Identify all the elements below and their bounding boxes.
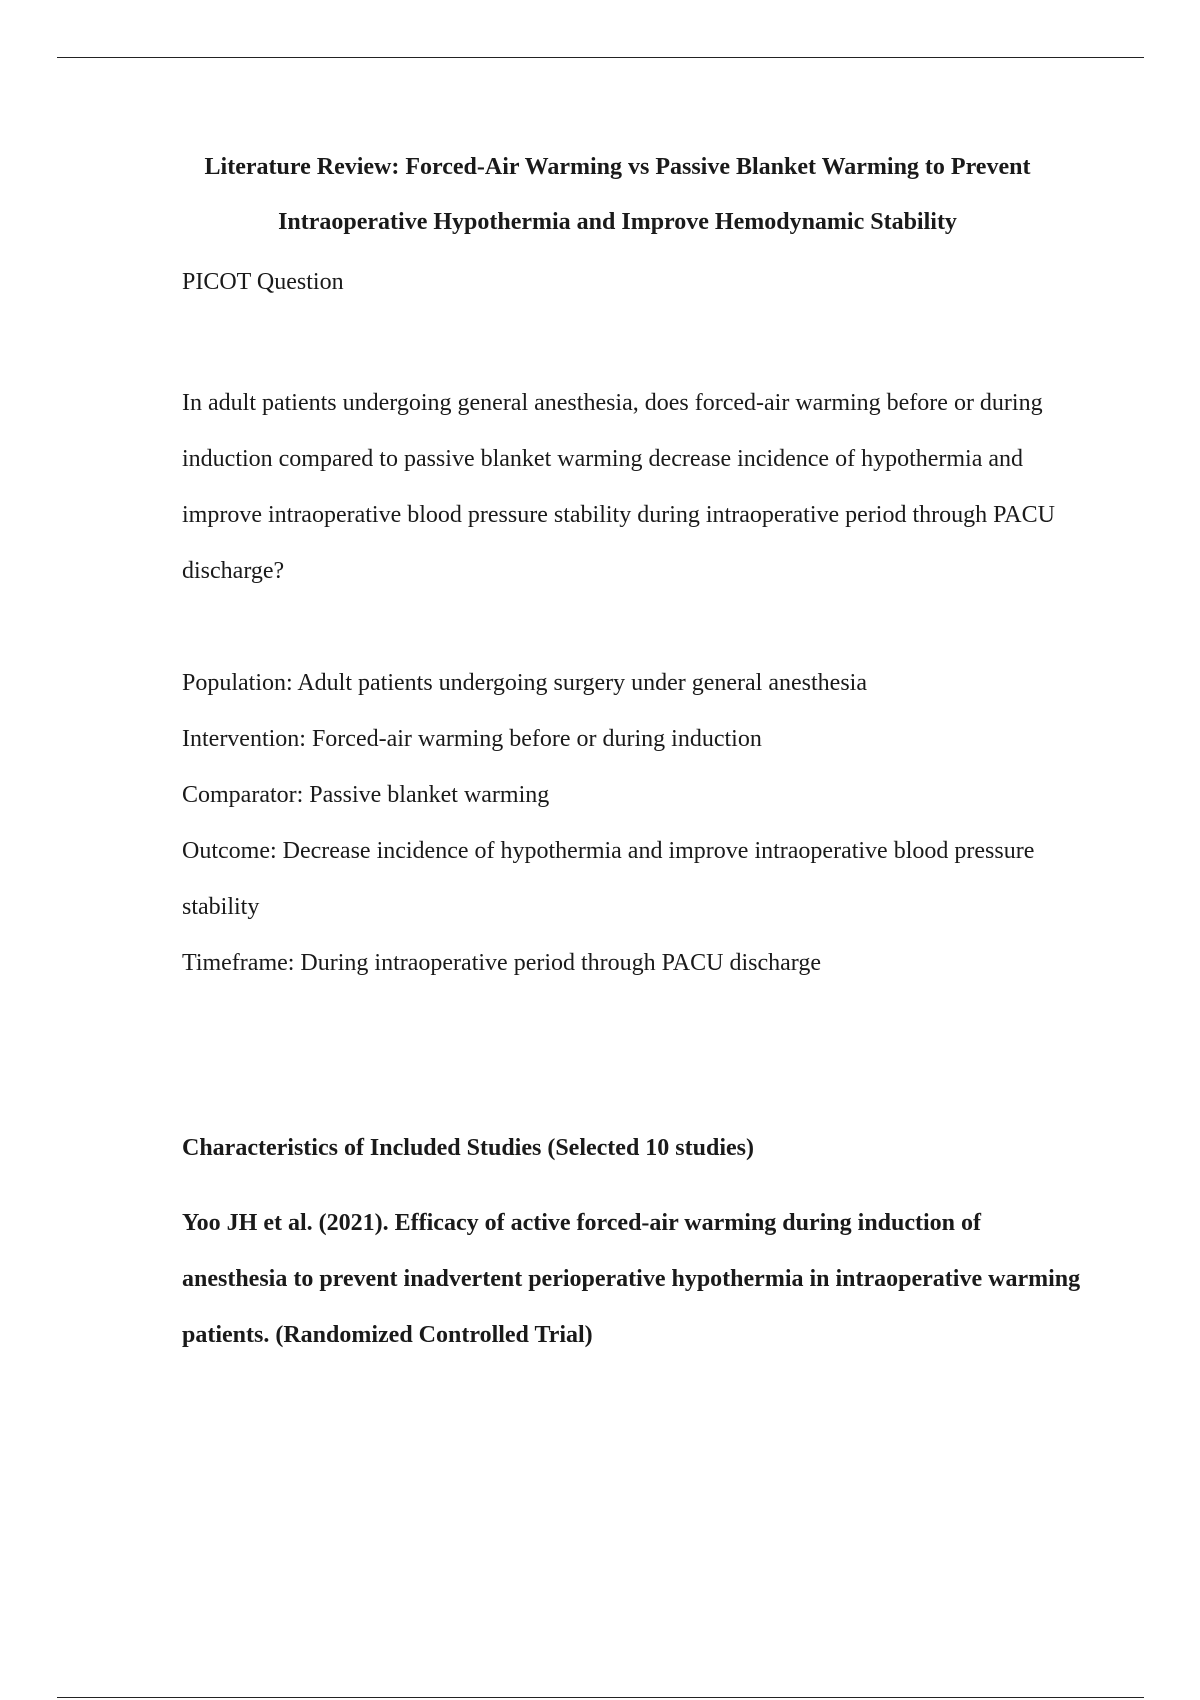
picot-population: Population: Adult patients undergoing surgery under general anesthesia — [182, 670, 867, 696]
picot-timeframe: Timeframe: During intraoperative period through PACU discharge — [182, 950, 821, 976]
page-bottom-rule — [57, 1697, 1144, 1698]
picot-outcome: Outcome: Decrease incidence of hypothermia and improve intraoperative blood pressure stability — [182, 838, 1035, 920]
page-top-rule — [57, 57, 1144, 58]
document-title-line-2: Intraoperative Hypothermia and Improve Hemodynamic Stability — [278, 209, 957, 235]
document-title-line-1: Literature Review: Forced-Air Warming vs Passive Blanket Warming to Prevent — [204, 154, 1031, 180]
picot-question: In adult patients undergoing general anesthesia, does forced-air warming before or during induction compared to passive blanket warming decrease incidence of hypothermia and improve intraoperative blood pressure stability during intraoperative period through PACU discharge? — [182, 390, 1055, 584]
studies-section-heading: Characteristics of Included Studies (Selected 10 studies) — [182, 1135, 754, 1161]
picot-intervention: Intervention: Forced-air warming before or during induction — [182, 726, 762, 752]
picot-elements-list — [182, 655, 1082, 991]
document-title — [120, 140, 1115, 250]
study-citation: Yoo JH et al. (2021). Efficacy of active forced-air warming during induction of anesthesia to prevent inadvertent perioperative hypothermia in intraoperative warming patients. (Randomized Controlled Trial) — [182, 1210, 1081, 1348]
picot-comparator: Comparator: Passive blanket warming — [182, 782, 550, 808]
picot-heading: PICOT Question — [182, 269, 344, 295]
